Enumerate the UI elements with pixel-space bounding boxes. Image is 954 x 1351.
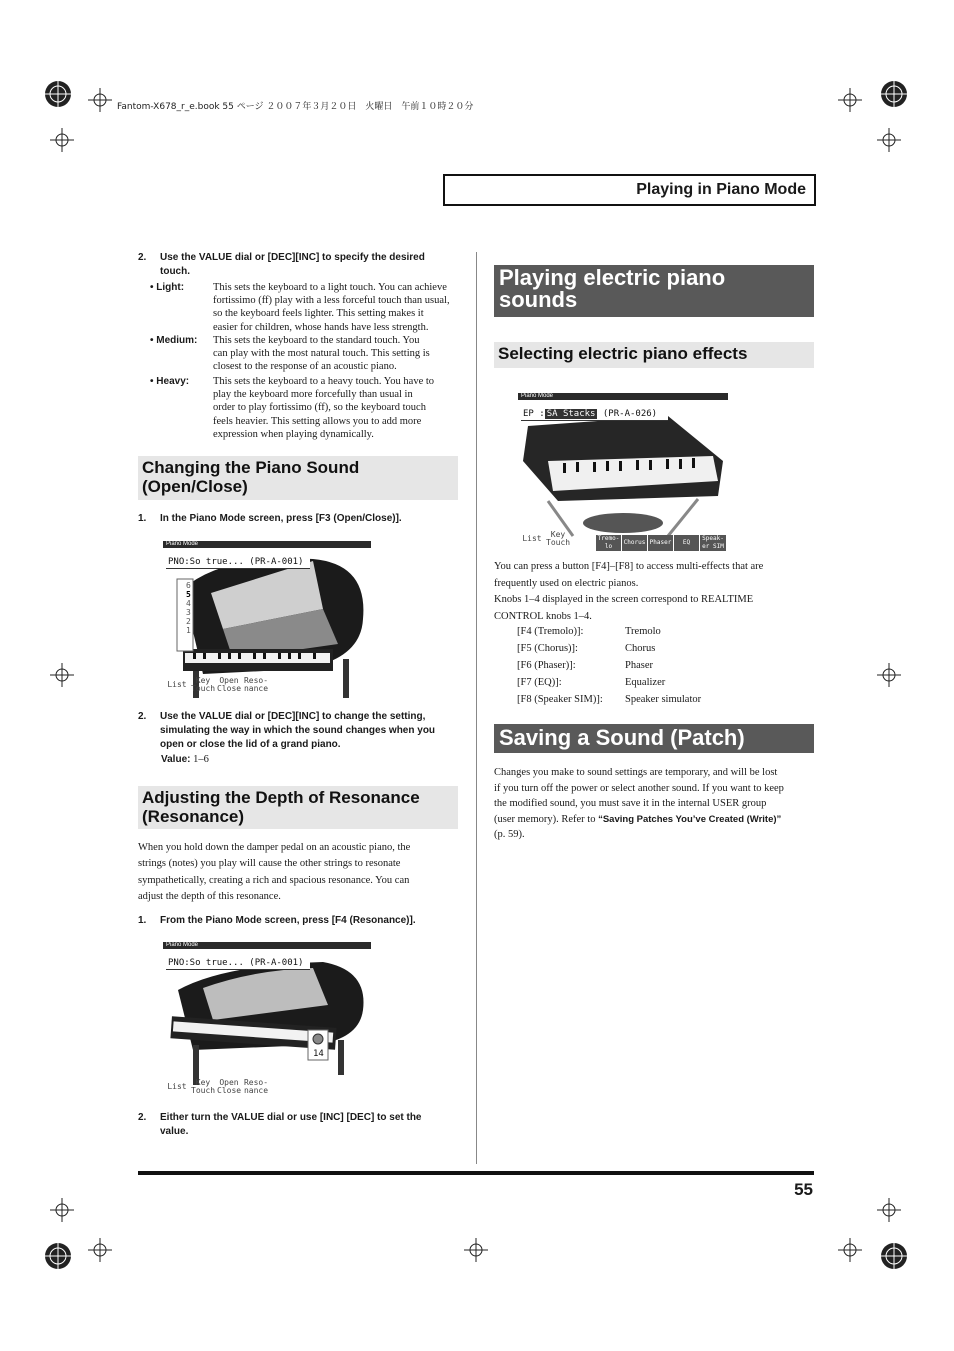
softkey-list[interactable]: List (167, 680, 187, 689)
bullet-medium-label: • Medium: (150, 335, 198, 346)
registration-mark-icon (880, 80, 908, 108)
softkey-speaker-sim[interactable]: Speak- er SIM (700, 535, 726, 551)
print-slug: Fantom-X678_r_e.book 55 ページ ２００７年３月２０日 火曜日 午前１０時２０分 (117, 102, 474, 112)
running-header-title: Playing in Piano Mode (636, 181, 806, 198)
crosshair-mark-icon (877, 1198, 901, 1222)
bullet-medium-text: This sets the keyboard to the standard touch. You can play with the most natural touch. This setting is closest to the response of an acoustic piano. (213, 335, 430, 373)
screen-resonance (163, 942, 371, 1099)
ep-body: You can press a button [F4]–[F8] to access multi-effects that are frequently used on electric pianos. Knobs 1–4 displayed in the screen correspond to REALTIME CONTROL knobs 1–4. (494, 561, 764, 622)
softkey-key-touch[interactable]: Key Touch (191, 1078, 216, 1095)
crosshair-mark-icon (838, 1238, 862, 1262)
softkey-open-close[interactable]: Open Close (217, 676, 242, 693)
softkey-chorus[interactable]: Chorus (622, 535, 647, 551)
softkey-key-touch[interactable]: Key Touch (191, 676, 216, 693)
fx-key: [F4 (Tremolo)]: (517, 626, 584, 637)
effects-table (517, 623, 807, 713)
column-divider (476, 252, 477, 1164)
screen-title-bar: Piano Mode (163, 541, 371, 548)
bullet-heavy-text: This sets the keyboard to a heavy touch. You have to play the keyboard more forcefully than usual in order to play fortissimo (ff), so the keyboard touch feels heavier. This setting allows you to add more expression when playing dynamically. (213, 376, 435, 440)
resonance-body: When you hold down the damper pedal on an acoustic piano, the strings (notes) you play will cause the other strings to resonate sympathetically, creating a rich and spacious resonance. You can adjust the depth of this resonance. (138, 842, 411, 902)
section-electric-piano-heading: Playing electric piano sounds (494, 265, 814, 317)
bullet-heavy-label: • Heavy: (150, 376, 190, 387)
softkey-open-close[interactable]: Open Close (217, 1078, 242, 1095)
fx-value: Phaser (625, 660, 653, 671)
softkey-list[interactable]: List (522, 534, 542, 543)
save-body: Changes you make to sound settings are temporary, and will be lost if you turn off the power or select another sound. If you want to keep the modified sound, you must save it in the internal USER group (user memory). Refer to “Saving Patches You’ve Created (Write)” (p. 59). (494, 767, 784, 841)
screen-title-bar: Piano Mode (518, 393, 728, 400)
fx-value: Tremolo (625, 626, 661, 637)
section-open-close-heading: Changing the Piano Sound (Open/Close) (138, 456, 458, 500)
crosshair-mark-icon (877, 128, 901, 152)
electric-piano-illustration (518, 401, 728, 541)
fx-key: [F8 (Speaker SIM)]: (517, 694, 603, 705)
crosshair-mark-icon (50, 1198, 74, 1222)
softkey-eq[interactable]: EQ (674, 535, 699, 551)
footer-rule (138, 1171, 814, 1175)
page-number: 55 (794, 1180, 813, 1199)
crosshair-mark-icon (88, 88, 112, 112)
softkey-resonance[interactable]: Reso- nance (243, 1078, 269, 1095)
softkey-list[interactable]: List (167, 1082, 187, 1091)
crosshair-mark-icon (877, 663, 901, 687)
screen-title-bar: Piano Mode (163, 942, 371, 949)
crosshair-mark-icon (50, 663, 74, 687)
section-resonance-heading: Adjusting the Depth of Resonance (Resonance) (138, 786, 458, 829)
softkey-tremolo[interactable]: Tremo- lo (597, 535, 620, 550)
section-save-heading: Saving a Sound (Patch) (494, 724, 814, 753)
grand-piano-illustration (163, 950, 371, 1099)
cross-reference-link[interactable]: “Saving Patches You’ve Created (Write)” (598, 813, 782, 825)
patch-name-display: EP : SA Stacks (PR-A-026) (521, 408, 668, 421)
crosshair-mark-icon (464, 1238, 488, 1262)
crosshair-mark-icon (88, 1238, 112, 1262)
bullet-light-label: • Light: (150, 282, 185, 293)
screen-electric-piano (518, 393, 728, 553)
running-header (443, 174, 816, 206)
patch-name-display: PNO:So true... (PR-A-001) (166, 957, 310, 970)
crosshair-mark-icon (838, 88, 862, 112)
softkey-resonance[interactable]: Reso- nance (243, 676, 269, 693)
resonance-knob-value: 14 (313, 1049, 324, 1059)
fx-value: Speaker simulator (625, 694, 702, 705)
fx-key: [F7 (EQ)]: (517, 677, 562, 688)
fx-key: [F6 (Phaser)]: (517, 660, 576, 671)
bullet-light-text: This sets the keyboard to a light touch. You can achieve fortissimo (ff) play with a less forceful touch than usual, so the keyboard feels lighter. This setting makes it easier for children, whose hands have less strength. (213, 282, 450, 333)
registration-mark-icon (880, 1242, 908, 1270)
registration-mark-icon (44, 80, 72, 108)
softkey-phaser[interactable]: Phaser (648, 535, 673, 551)
fx-value: Chorus (625, 643, 656, 654)
screen-open-close (163, 541, 371, 698)
softkey-key-touch[interactable]: Key Touch (546, 530, 571, 547)
open-close-value: Value: 1–6 (161, 754, 209, 765)
open-close-scale: 6 5 4 3 2 1 (186, 581, 191, 635)
fx-value: Equalizer (625, 677, 666, 688)
fx-key: [F5 (Chorus)]: (517, 643, 578, 654)
patch-name-display: PNO:So true... (PR-A-001) (166, 556, 310, 569)
crosshair-mark-icon (50, 128, 74, 152)
registration-mark-icon (44, 1242, 72, 1270)
section-ep-effects-heading: Selecting electric piano effects (494, 342, 814, 368)
